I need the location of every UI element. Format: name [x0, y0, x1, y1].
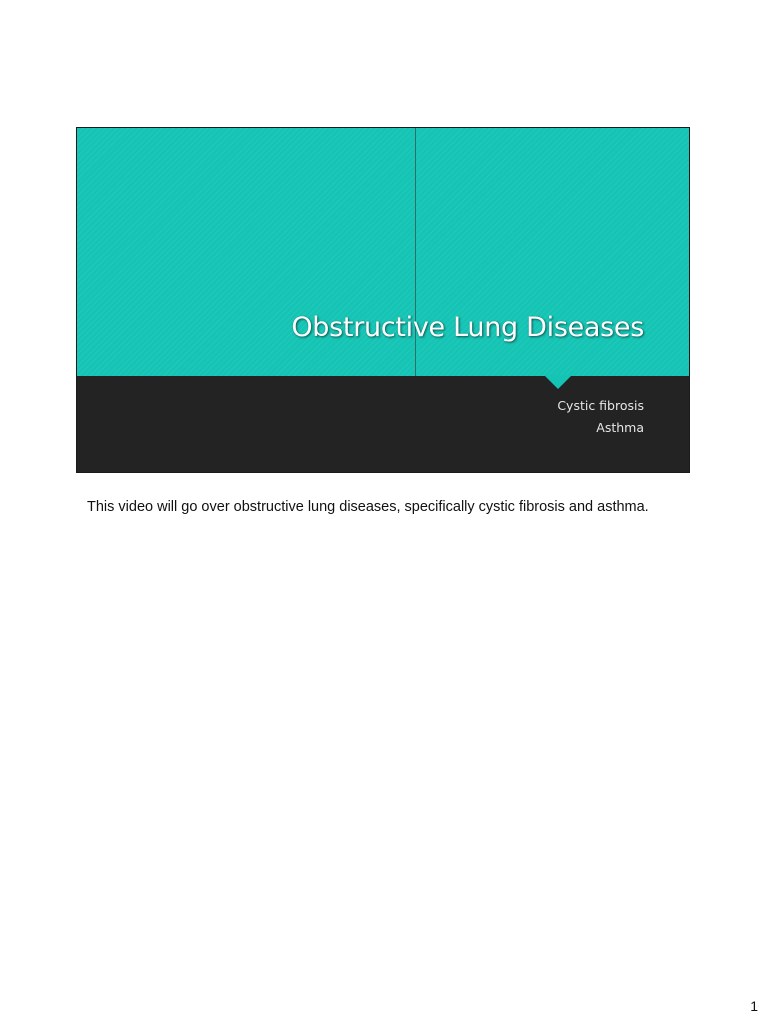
slide-subtitle-item: Cystic fibrosis: [557, 398, 644, 413]
slide-subtitle-list: [557, 395, 644, 439]
speaker-notes: This video will go over obstructive lung diseases, specifically cystic fibrosis and asthma.: [87, 499, 649, 515]
page-number: 1: [750, 998, 758, 1014]
slide-title: Obstructive Lung Diseases: [291, 312, 644, 343]
notch-arrow-icon: [544, 375, 572, 389]
slide-subtitle-item: Asthma: [596, 420, 644, 435]
slide-thumbnail: [76, 127, 690, 473]
